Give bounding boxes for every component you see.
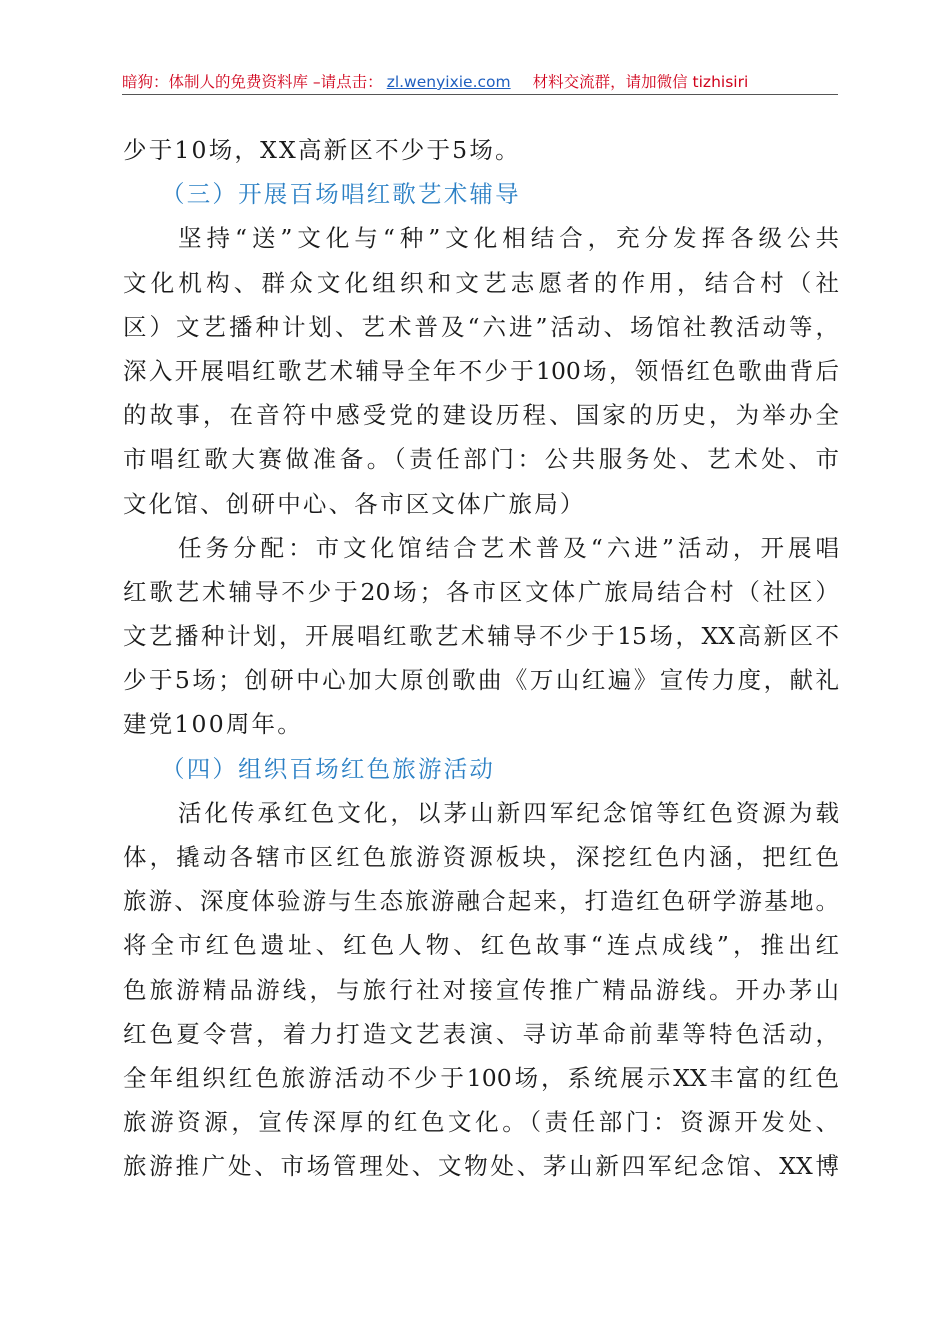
paragraph-line: 区）文艺播种计划、艺术普及“六进”活动、场馆社教活动等，	[123, 312, 839, 341]
paragraph-line: 的故事，在音符中感受党的建设历程、国家的历史，为举办全	[123, 401, 839, 430]
paragraph-line: 将全市红色遗址、红色人物、红色故事“连点成线”，推出红	[123, 931, 839, 960]
paragraph-line: 任务分配：市文化馆结合艺术普及“六进”活动，开展唱	[178, 533, 839, 562]
paragraph-line: 旅游推广处、市场管理处、文物处、茅山新四军纪念馆、XX博	[123, 1152, 839, 1181]
paragraph-line: 色旅游精品游线，与旅行社对接宣传推广精品游线。开办茅山	[123, 975, 839, 1004]
header-note: 材料交流群，请加微信 tizhisiri	[532, 73, 749, 91]
page-header	[122, 70, 838, 94]
paragraph-line: 坚持“送”文化与“种”文化相结合，充分发挥各级公共	[178, 224, 839, 253]
paragraph-line: 少于5场；创研中心加大原创歌曲《万山红遍》宣传力度，献礼	[123, 666, 839, 695]
paragraph-line: 少于10场，XX高新区不少于5场。	[123, 136, 521, 164]
section-heading-3: （三）开展百场唱红歌艺术辅导	[161, 180, 521, 209]
document-body	[123, 128, 839, 1189]
paragraph-line: 活化传承红色文化，以茅山新四军纪念馆等红色资源为载	[178, 798, 839, 827]
section-heading-4: （四）组织百场红色旅游活动	[161, 754, 496, 783]
paragraph-line: 旅游、深度体验游与生态旅游融合起来，打造红色研学游基地。	[123, 887, 839, 916]
paragraph-line: 文化馆、创研中心、各市区文体广旅局）	[123, 489, 586, 518]
header-link[interactable]: zl.wenyixie.com	[386, 73, 511, 91]
paragraph-line: 建党100周年。	[123, 710, 303, 739]
paragraph-line: 文艺播种计划，开展唱红歌艺术辅导不少于15场，XX高新区不	[123, 622, 839, 651]
paragraph-line: 文化机构、群众文化组织和文艺志愿者的作用，结合村（社	[123, 268, 839, 297]
paragraph-line: 红色夏令营，着力打造文艺表演、寻访革命前辈等特色活动，	[123, 1019, 839, 1048]
paragraph-line: 深入开展唱红歌艺术辅导全年不少于100场，领悟红色歌曲背后	[123, 356, 839, 385]
header-divider	[122, 94, 838, 95]
paragraph-line: 旅游资源，宣传深厚的红色文化。（责任部门：资源开发处、	[123, 1108, 839, 1137]
paragraph-line: 市唱红歌大赛做准备。（责任部门：公共服务处、艺术处、市	[123, 445, 839, 474]
paragraph-line: 全年组织红色旅游活动不少于100场，系统展示XX丰富的红色	[123, 1063, 839, 1092]
paragraph-line: 体，撬动各辖市区红色旅游资源板块，深挖红色内涵，把红色	[123, 843, 839, 871]
header-brand-text: 暗狗：体制人的免费资料库 –请点击：	[122, 73, 383, 91]
paragraph-line: 红歌艺术辅导不少于20场；各市区文体广旅局结合村（社区）	[123, 577, 839, 606]
